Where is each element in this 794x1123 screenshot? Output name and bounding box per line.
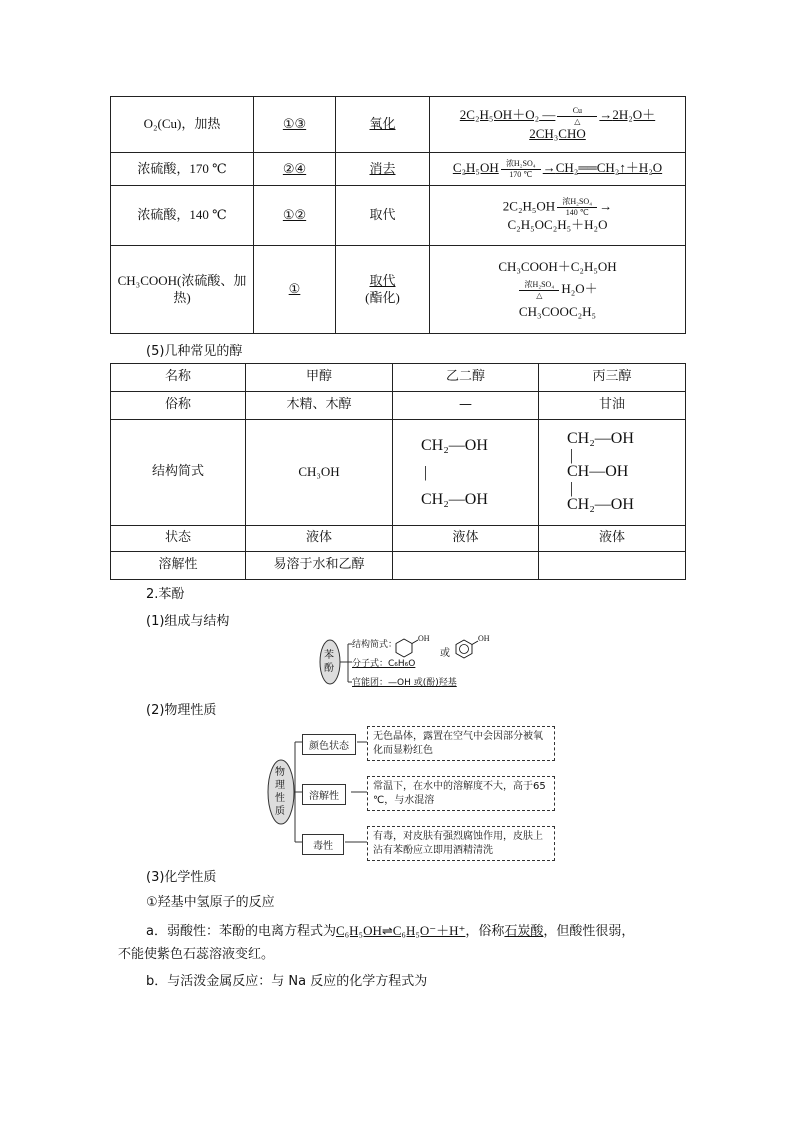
paragraph-acidity: a．弱酸性：苯酚的电离方程式为C₆H₅OH⇌C₆H₅O⁻＋H⁺，俗称石炭酸，但酸性很弱， bbox=[146, 923, 635, 939]
table-header-row: 名称 甲醇 乙二醇 丙三醇 bbox=[111, 364, 686, 392]
reaction-table bbox=[110, 96, 686, 334]
table-row: 浓硫酸，170 ℃ ②④ 消去 C₂H₅OH 浓H₂SO₄ 170 ℃ →CH₂══CH₂↑＋H₂O bbox=[111, 153, 686, 186]
table-row: 溶解性 易溶于水和乙醇 bbox=[111, 552, 686, 580]
table-row: 结构简式 CH₃OH CH₂—OH | CH₂—OH CH₂—OH | CH—OH | CH₂—OH bbox=[111, 420, 686, 526]
ethylene-glycol-structure: CH₂—OH | CH₂—OH bbox=[393, 420, 539, 526]
section-heading: 2.苯酚 bbox=[146, 587, 185, 602]
section-heading: (3)化学性质 bbox=[146, 870, 217, 885]
reaction-type: 氧化 bbox=[369, 116, 396, 132]
phenol-label: 苯酚 bbox=[324, 650, 334, 674]
benzene-ring-icon bbox=[456, 640, 478, 658]
phenol-structure-diagram: 苯酚 结构简式： OH 或 OH 分子式：C₆H₆O 官能团：—OH 或(酚)羟基 bbox=[318, 634, 518, 690]
table-row: 俗称 木精、木醇 — 甘油 bbox=[111, 392, 686, 420]
section-heading: ①羟基中氢原子的反应 bbox=[146, 895, 275, 910]
table-row: 状态 液体 液体 液体 bbox=[111, 526, 686, 552]
benzene-ring-icon bbox=[396, 639, 418, 657]
bond-broken: ①③ bbox=[282, 116, 307, 132]
alcohol-table bbox=[110, 363, 686, 580]
section-heading: (2)物理性质 bbox=[146, 703, 217, 718]
table-row bbox=[111, 97, 686, 153]
physical-properties-diagram: 物理性质 颜色状态 无色晶体，露置在空气中会因部分被氧化而显粉红色 溶解性 常温下，在水中的溶解度不大，高于65 ℃，与水混溶 毒性 有毒，对皮肤有强烈腐蚀作用，皮肤上沾有苯酚应立即用酒精清洗 bbox=[265, 722, 565, 862]
paragraph-sodium: b．与活泼金属反应：与 Na 反应的化学方程式为 bbox=[146, 974, 428, 989]
table-row: CH₃COOH(浓硫酸、加热) ① 取代 (酯化) CH₃COOH＋C₂H₅OH 浓H₂SO₄ △ H₂O＋ CH₃COOC₂H₅ bbox=[111, 246, 686, 334]
section-heading: (1)组成与结构 bbox=[146, 614, 230, 629]
glycerol-structure: CH₂—OH | CH—OH | CH₂—OH bbox=[539, 420, 686, 526]
section-heading: (5)几种常见的醇 bbox=[146, 344, 243, 359]
reaction-equation: 2C₂H₅OH＋O₂ ― Cu △ →2H₂O＋ 2CH₃CHO bbox=[430, 97, 686, 153]
table-row: 浓硫酸，140 ℃ ①② 取代 2C₂H₅OH 浓H₂SO₄ 140 ℃ → C₂H₅OC₂H₅＋H₂O bbox=[111, 186, 686, 246]
physical-properties-label: 物理性质 bbox=[275, 767, 285, 817]
reaction-condition: O₂(Cu)，加热 bbox=[111, 97, 254, 153]
